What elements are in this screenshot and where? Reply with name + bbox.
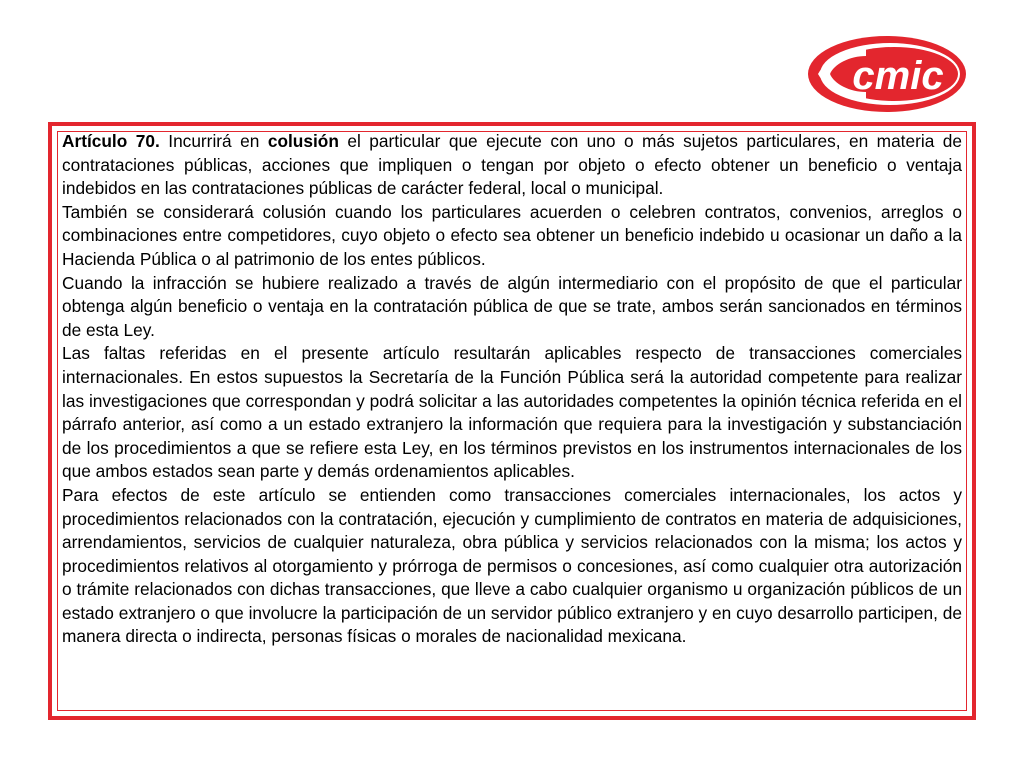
paragraph-1 [62,130,962,201]
paragraph-3: Cuando la infracción se hubiere realizado a través de algún intermediario con el propósito de que el particular obtenga algún beneficio o ventaja en la contratación pública de que se trate, ambos serán sancionados en términos de esta Ley. [62,272,962,340]
article-title: Artículo 70. [62,131,160,151]
keyword-colusion: colusión [267,131,339,151]
paragraph-5: Para efectos de este artículo se entienden como transacciones comerciales internacionales, los actos y procedimientos relacionados con la contratación, ejecución y cumplimiento de contratos en materia de adquisiciones, arrendamientos, servicios de cualquier naturaleza, obra pública y servicios relacionados con la misma; los actos y procedimientos relativos al otorgamiento y prórroga de permisos o concesiones, así como cualquier otra autorización o trámite relacionados con dichas transacciones, que lleve a cabo cualquier organismo u organización públicos de un estado extranjero o que involucre la participación de un servidor público extranjero y en cuyo desarrollo participen, de manera directa o indirecta, personas físicas o morales de nacionalidad mexicana. [62,484,962,647]
paragraph-1-text: el particular que ejecute con uno o más sujetos particulares, en materia de contrataciones públicas, acciones que impliquen o tengan por objeto o efecto obtener un beneficio o ventaja indebidos en las contrataciones públicas de carácter federal, local o municipal. [62,131,962,199]
article-body [62,130,962,710]
paragraph-4: Las faltas referidas en el presente artículo resultarán aplicables respecto de transacciones comerciales internacionales. En estos supuestos la Secretaría de la Función Pública será la autoridad competente para realizar las investigaciones que correspondan y podrá solicitar a las autoridades competentes la opinión técnica referida en el párrafo anterior, así como a un estado extranjero la información que requiera para la investigación y substanciación de los procedimientos a que se refiere esta Ley, en los términos previstos en los instrumentos internacionales de los que ambos estados sean parte y demás ordenamientos aplicables. [62,343,962,482]
logo-text: cmic [852,54,944,98]
cmic-logo [806,34,968,114]
paragraph-1-intro: Incurrirá en [168,131,260,151]
paragraph-2: También se considerará colusión cuando los particulares acuerden o celebren contratos, convenios, arreglos o combinaciones entre competidores, cuyo objeto o efecto sea obtener un beneficio indebido u ocasionar un daño a la Hacienda Pública o al patrimonio de los entes públicos. [62,201,962,269]
